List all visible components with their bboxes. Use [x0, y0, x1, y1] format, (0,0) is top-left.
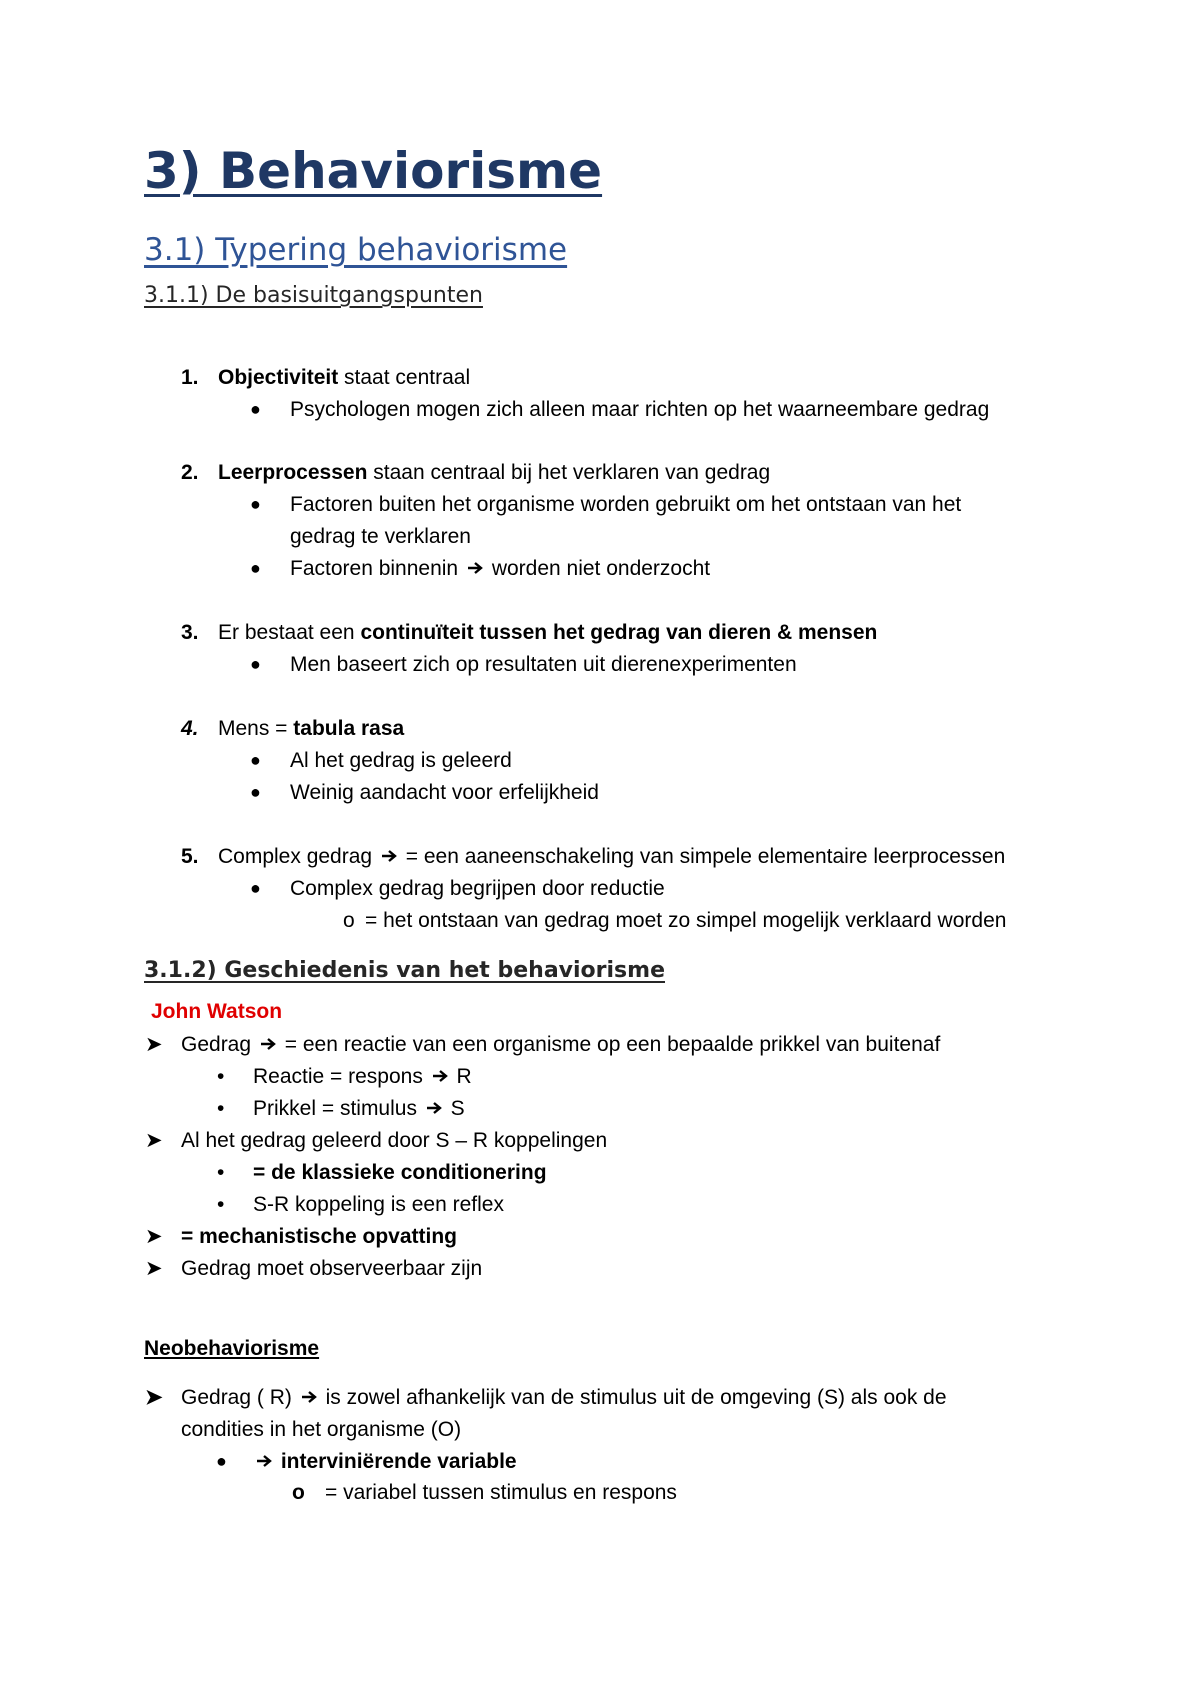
- neo-heading: Neobehaviorisme: [144, 1337, 320, 1360]
- list-item: Leerprocessen staan centraal bij het verklaren van gedrag: [218, 461, 771, 484]
- bullet-dot-icon: ●: [216, 1451, 227, 1471]
- list-item: = mechanistische opvatting: [181, 1225, 457, 1248]
- bullet-dot-icon: •: [217, 1097, 225, 1120]
- bullet-dot-icon: ●: [250, 494, 261, 514]
- list-item: S-R koppeling is een reflex: [253, 1193, 504, 1216]
- list-item: Prikkel = stimulus S: [253, 1097, 465, 1120]
- subsection-heading-1: 3.1.1) De basisuitgangspunten: [144, 283, 483, 308]
- list-number: 5.: [181, 845, 199, 868]
- arrow-right-icon: [426, 1100, 442, 1116]
- list-item: Er bestaat een continuïteit tussen het gedrag van dieren & mensen: [218, 621, 878, 644]
- list-item: Men baseert zich op resultaten uit dierenexperimenten: [290, 653, 797, 676]
- list-item: Weinig aandacht voor erfelijkheid: [290, 781, 599, 804]
- arrow-right-icon: [381, 848, 397, 864]
- list-item: condities in het organisme (O): [181, 1418, 462, 1441]
- arrow-right-icon: [260, 1036, 276, 1052]
- list-item: Reactie = respons R: [253, 1065, 472, 1088]
- list-item: interviniërende variable: [253, 1449, 517, 1475]
- arrow-right-icon: [256, 1453, 272, 1469]
- list-item: Factoren binnenin worden niet onderzocht: [290, 557, 711, 580]
- list-item: Psychologen mogen zich alleen maar richten op het waarneembare gedrag: [290, 398, 990, 421]
- list-item: Al het gedrag is geleerd: [290, 749, 512, 772]
- arrow-right-icon: [301, 1389, 317, 1405]
- arrow-right-icon: [432, 1068, 448, 1084]
- page-title: 3) Behaviorisme: [144, 142, 603, 200]
- circle-bullet-icon: o: [292, 1481, 305, 1504]
- bullet-dot-icon: ●: [250, 558, 261, 578]
- subsection-heading-2: 3.1.2) Geschiedenis van het behaviorisme: [144, 958, 665, 983]
- bullet-dot-icon: ●: [250, 782, 261, 802]
- bullet-dot-icon: •: [217, 1193, 225, 1216]
- list-number: 2.: [181, 461, 199, 484]
- list-item: = variabel tussen stimulus en respons: [325, 1481, 677, 1504]
- arrowhead-bullet-icon: ➤: [145, 1129, 163, 1152]
- bullet-dot-icon: ●: [250, 878, 261, 898]
- list-item: Mens = tabula rasa: [218, 717, 405, 740]
- circle-bullet-icon: o: [343, 909, 355, 932]
- list-item: Complex gedrag = een aaneenschakeling van simpele elementaire leerprocessen: [218, 845, 1006, 868]
- person-name: John Watson: [151, 1000, 283, 1023]
- list-item: Gedrag ( R) is zowel afhankelijk van de stimulus uit de omgeving (S) als ook de: [181, 1386, 947, 1409]
- arrow-right-icon: [467, 560, 483, 576]
- list-item: Gedrag = een reactie van een organisme op een bepaalde prikkel van buitenaf: [181, 1033, 941, 1056]
- list-number: 1.: [181, 366, 199, 389]
- list-number: 4.: [181, 717, 199, 740]
- bullet-dot-icon: •: [217, 1065, 225, 1088]
- list-number: 3.: [181, 621, 199, 644]
- section-heading: 3.1) Typering behaviorisme: [144, 232, 568, 268]
- list-item: gedrag te verklaren: [290, 525, 471, 548]
- list-item: Complex gedrag begrijpen door reductie: [290, 877, 665, 900]
- list-item: Objectiviteit staat centraal: [218, 366, 471, 389]
- list-item: = de klassieke conditionering: [253, 1161, 547, 1184]
- arrowhead-bullet-icon: ➤: [145, 1386, 163, 1409]
- bullet-dot-icon: ●: [250, 750, 261, 770]
- bullet-dot-icon: •: [217, 1161, 225, 1184]
- list-item: Al het gedrag geleerd door S – R koppelingen: [181, 1129, 608, 1152]
- list-item: Factoren buiten het organisme worden gebruikt om het ontstaan van het: [290, 493, 962, 516]
- list-item: Gedrag moet observeerbaar zijn: [181, 1257, 483, 1280]
- bullet-dot-icon: ●: [250, 654, 261, 674]
- arrowhead-bullet-icon: ➤: [145, 1225, 163, 1248]
- bullet-dot-icon: ●: [250, 399, 261, 419]
- arrowhead-bullet-icon: ➤: [145, 1033, 163, 1056]
- arrowhead-bullet-icon: ➤: [145, 1257, 163, 1280]
- list-item: = het ontstaan van gedrag moet zo simpel mogelijk verklaard worden: [365, 909, 1007, 932]
